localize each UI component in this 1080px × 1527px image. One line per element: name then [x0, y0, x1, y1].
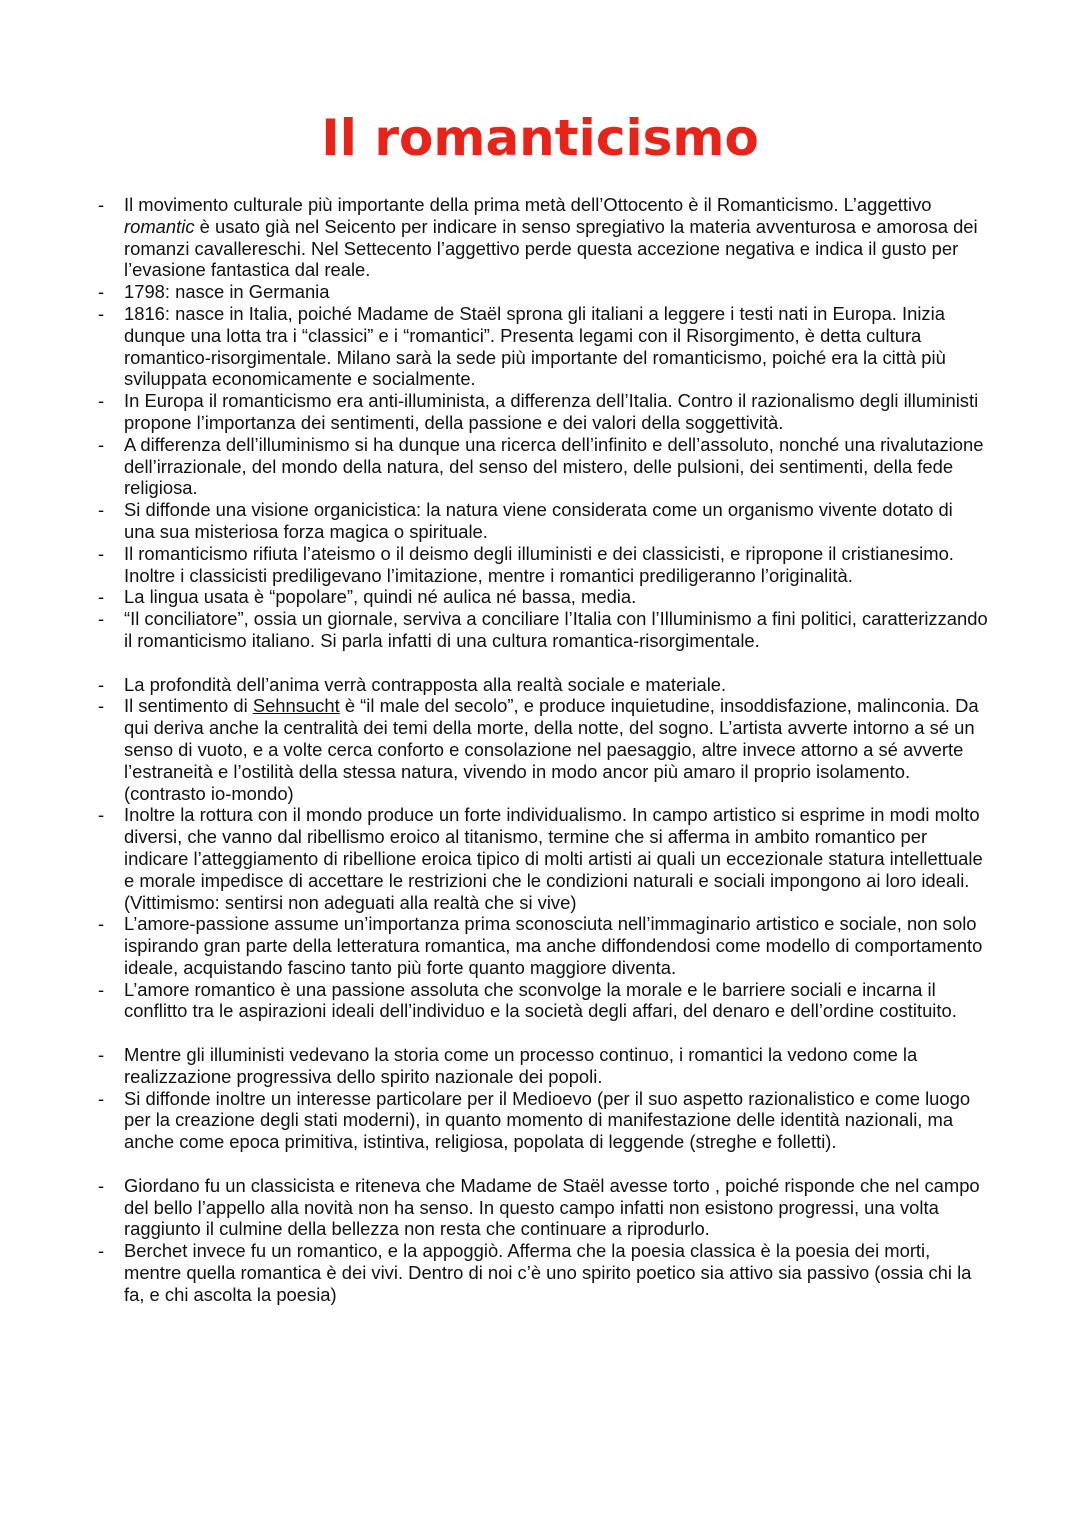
bullet-list-2 [98, 674, 988, 1023]
item-text: La profondità dell’anima verrà contrapposta alla realtà sociale e materiale. [124, 673, 727, 695]
item-text: Berchet invece fu un romantico, e la appoggiò. Afferma che la poesia classica è la poesia dei morti, mentre quella romantica è dei vivi. Dentro di noi c’è uno spirito poetico sia attivo sia passivo (ossia chi la fa, e chi ascolta la poesia) [124, 1240, 972, 1305]
bullet-list-4 [98, 1175, 988, 1306]
item-text: Il sentimento di [124, 695, 253, 717]
list-item [98, 281, 988, 303]
page-title: Il romanticismo [321, 109, 759, 167]
list-item [98, 303, 988, 390]
document-body [98, 194, 988, 1306]
list-item [98, 499, 988, 543]
list-item [98, 390, 988, 434]
list-item [98, 695, 988, 804]
bullet-list-3 [98, 1044, 988, 1153]
item-text: L’amore-passione assume un’importanza prima sconosciuta nell’immaginario artistico e sociale, non solo ispirando gran parte della letteratura romantica, ma anche diffondendosi come modello di comportamento ideale, acquistando fascino tanto più forte quanto maggiore diventa. [124, 913, 983, 978]
list-item [98, 804, 988, 913]
list-item [98, 979, 988, 1023]
item-text: A differenza dell’illuminismo si ha dunque una ricerca dell’infinito e dell’assoluto, nonché una rivalutazione dell’irrazionale, del mondo della natura, del senso del mistero, delle pulsioni, dei sentimenti, della fede religiosa. [124, 433, 984, 499]
item-text: 1816: nasce in Italia, poiché Madame de Staël sprona gli italiani a leggere i testi nati in Europa. Inizia dunque una lotta tra i “classici” e i “romantici”. Presenta legami con il Risorgimento, è detta cultura romantico-risorgimentale. Milano sarà la sede più importante del romanticismo, poiché era la città più sviluppata economicamente e socialmente. [124, 302, 946, 390]
item-text: Il romanticismo rifiuta l’ateismo o il deismo degli illuministi e dei classicisti, e ripropone il cristianesimo. Inoltre i classicisti prediligevano l’imitazione, mentre i romantici prediligeranno l’originalità. [124, 542, 954, 586]
item-text: è “il male del secolo”, e produce inquietudine, insoddisfazione, malinconia. Da qui deriva anche la centralità dei temi della morte, della notte, del sogno. L’artista avverte intorno a sé un senso di vuoto, e a volte cerca conforto e consolazione nel paesaggio, altre invece attorno a sé avverte l’estraneità e l’ostilità della stessa natura, vivendo in modo ancor più amaro il proprio isolamento. (contrasto io-mondo) [124, 695, 979, 804]
item-text: L’amore romantico è una passione assoluta che sconvolge la morale e le barriere sociali e incarna il conflitto tra le aspirazioni ideali dell’individuo e la società degli affari, del denaro e dell’ordine costituito. [124, 978, 957, 1022]
italic-term: romantic [124, 215, 195, 237]
list-item [98, 674, 988, 696]
list-item [98, 1175, 988, 1240]
list-item [98, 586, 988, 608]
section-gap [98, 1153, 988, 1175]
list-item [98, 913, 988, 978]
item-text: 1798: nasce in Germania [124, 281, 330, 303]
item-text: “Il conciliatore”, ossia un giornale, serviva a conciliare l’Italia con l’Illuminismo a fini politici, caratterizzando il romanticismo italiano. Si parla infatti di una cultura romantica-risorgimentale. [124, 608, 988, 651]
list-item [98, 608, 988, 652]
list-item [98, 543, 988, 587]
underlined-term: Sehnsucht [252, 695, 340, 717]
item-text: Inoltre la rottura con il mondo produce un forte individualismo. In campo artistico si esprime in modi molto diversi, che vanno dal ribellismo eroico al titanismo, termine che si afferma in ambito romantico per indicare l’atteggiamento di ribellione eroica tipico di molti artisti ai quali un eccezionale statura intellettuale e morale impedisce di accettare le restrizioni che le condizioni naturali e sociali impongono ai loro ideali. (Vittimismo: sentirsi non adeguati alla realtà che si vive) [124, 804, 983, 913]
item-text: Si diffonde una visione organicistica: la natura viene considerata come un organismo vivente dotato di una sua misteriosa forza magica o spirituale. [124, 499, 953, 542]
item-text: Mentre gli illuministi vedevano la storia come un processo continuo, i romantici la vedono come la realizzazione progressiva dello spirito nazionale dei popoli. [124, 1044, 918, 1087]
list-item [98, 434, 988, 499]
section-gap [98, 1022, 988, 1044]
item-text: è usato già nel Seicento per indicare in senso spregiativo la materia avventurosa e amorosa dei romanzi cavallereschi. Nel Settecento l’aggettivo perde questa accezione negativa e indica il gusto per l’evasione fantastica dal reale. [124, 215, 978, 281]
section-gap [98, 652, 988, 674]
item-text: Giordano fu un classicista e riteneva che Madame de Staël avesse torto , poiché risponde che nel campo del bello l’appello alla novità non ha senso. In questo campo infatti non esistono progressi, una volta raggiunto il culmine della bellezza non resta che continuare a riprodurlo. [124, 1174, 980, 1240]
item-text: In Europa il romanticismo era anti-illuminista, a differenza dell’Italia. Contro il razionalismo degli illuministi propone l’importanza dei sentimenti, della passione e dei valori della soggettività. [124, 390, 979, 433]
item-text: Il movimento culturale più importante della prima metà dell’Ottocento è il Romanticismo. L’aggettivo [124, 194, 932, 215]
list-item [98, 1088, 988, 1153]
bullet-list-1 [98, 194, 988, 652]
list-item [98, 1044, 988, 1088]
item-text: Si diffonde inoltre un interesse particolare per il Medioevo (per il suo aspetto razionalistico e come luogo per la creazione degli stati moderni), in quanto momento di manifestazione delle identità nazionali, ma anche come epoca primitiva, istintiva, religiosa, popolata di leggende (streghe e folletti). [124, 1087, 971, 1153]
list-item [98, 1240, 988, 1305]
item-text: La lingua usata è “popolare”, quindi né aulica né bassa, media. [124, 586, 637, 608]
list-item [98, 194, 988, 281]
